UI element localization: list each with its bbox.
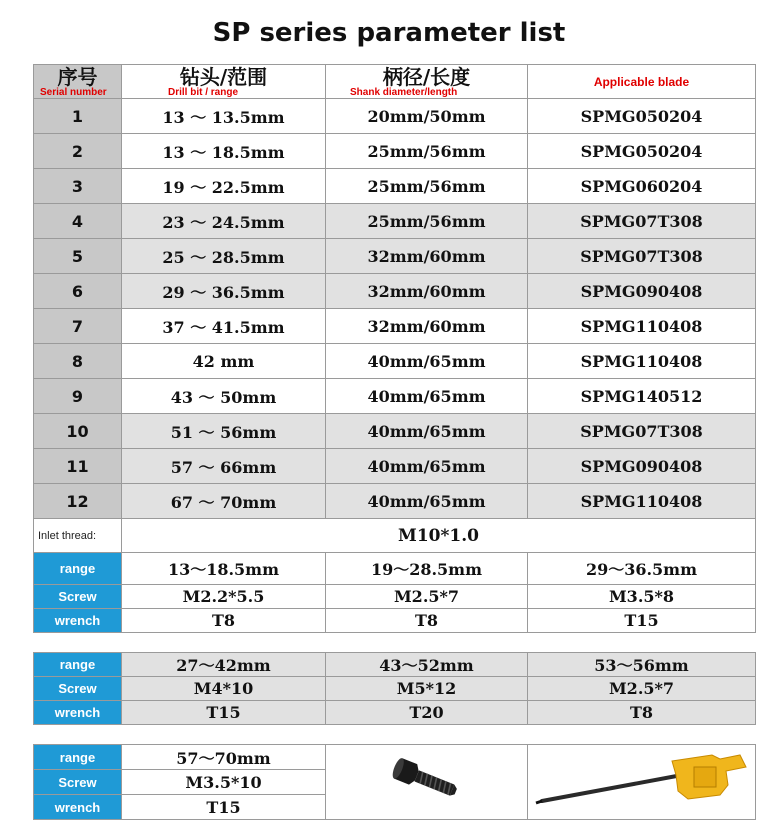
group2-range-3: 53～56mm [528,653,756,677]
serial-number-cell: 1 [34,99,122,134]
shank-cell: 32mm/60mm [326,309,528,344]
tool-group-3 [33,744,756,820]
table-row [34,484,756,519]
serial-number-cell: 8 [34,344,122,379]
tool-group-1 [33,552,756,633]
serial-number-cell: 6 [34,274,122,309]
blade-cell: SPMG140512 [528,379,756,414]
torx-wrench-icon [532,745,752,815]
shank-cell: 40mm/65mm [326,414,528,449]
group2-wrench-row [34,701,756,725]
drill-range-cell: 13 ～ 18.5mm [122,134,326,169]
group2-range-1: 27～42mm [122,653,326,677]
serial-number-cell: 5 [34,239,122,274]
group2-wrench-1: T15 [122,701,326,725]
screw-image-cell [326,745,528,820]
shank-cell: 40mm/65mm [326,344,528,379]
group1-range-row [34,553,756,585]
shank-cell: 40mm/65mm [326,484,528,519]
wrench-label: wrench [34,609,122,633]
group2-wrench-3: T8 [528,701,756,725]
drill-range-cell: 23 ～ 24.5mm [122,204,326,239]
screw-label: Screw [34,770,122,795]
blade-cell: SPMG110408 [528,309,756,344]
shank-cell: 25mm/56mm [326,134,528,169]
group3-range-row [34,745,756,770]
serial-number-cell: 3 [34,169,122,204]
blade-header: Applicable blade [528,65,756,99]
group1-screw-3: M3.5*8 [528,585,756,609]
table-row [34,169,756,204]
group1-screw-row [34,585,756,609]
shank-cell: 25mm/56mm [326,169,528,204]
drill-range-cell: 43 ～ 50mm [122,379,326,414]
shank-cell: 40mm/65mm [326,379,528,414]
drill-range-cell: 19 ～ 22.5mm [122,169,326,204]
serial-header-cn: 序号 [57,64,98,89]
group1-range-3: 29～36.5mm [528,553,756,585]
group2-range-row [34,653,756,677]
table-row [34,379,756,414]
table-row [34,204,756,239]
blade-cell: SPMG090408 [528,274,756,309]
serial-number-cell: 10 [34,414,122,449]
drill-header [122,65,326,99]
wrench-image-cell [528,745,756,820]
serial-number-cell: 12 [34,484,122,519]
table-row [34,99,756,134]
blade-cell: SPMG110408 [528,344,756,379]
shank-header [326,65,528,99]
shank-cell: 40mm/65mm [326,449,528,484]
serial-header-en: Serial number [40,86,107,98]
blade-cell: SPMG060204 [528,169,756,204]
shank-header-cn: 柄径/长度 [382,64,471,89]
drill-range-cell: 57 ～ 66mm [122,449,326,484]
serial-header [34,65,122,99]
inlet-thread-row [34,519,756,553]
serial-number-cell: 4 [34,204,122,239]
group2-range-2: 43～52mm [326,653,528,677]
group1-wrench-3: T15 [528,609,756,633]
range-label: range [34,553,122,585]
serial-number-cell: 11 [34,449,122,484]
page-title: SP series parameter list [212,18,566,48]
blade-cell: SPMG050204 [528,99,756,134]
range-label: range [34,653,122,677]
drill-range-cell: 13 ～ 13.5mm [122,99,326,134]
blade-cell: SPMG090408 [528,449,756,484]
group3-screw: M3.5*10 [122,770,326,795]
table-row [34,274,756,309]
group1-wrench-1: T8 [122,609,326,633]
serial-number-cell: 2 [34,134,122,169]
shank-header-en: Shank diameter/length [350,86,458,98]
drill-range-cell: 42 mm [122,344,326,379]
group1-screw-2: M2.5*7 [326,585,528,609]
table-row [34,344,756,379]
inlet-thread-label: Inlet thread: [34,519,122,553]
tool-group-2 [33,652,756,725]
shank-cell: 25mm/56mm [326,204,528,239]
blade-cell: SPMG07T308 [528,239,756,274]
drill-range-cell: 67 ～ 70mm [122,484,326,519]
table-row [34,449,756,484]
group2-screw-2: M5*12 [326,677,528,701]
wrench-label: wrench [34,795,122,820]
screw-label: Screw [34,585,122,609]
group1-wrench-row [34,609,756,633]
drill-range-cell: 37 ～ 41.5mm [122,309,326,344]
drill-header-cn: 钻头/范围 [179,64,268,89]
group2-screw-1: M4*10 [122,677,326,701]
group1-screw-1: M2.2*5.5 [122,585,326,609]
drill-range-cell: 25 ～ 28.5mm [122,239,326,274]
blade-cell: SPMG110408 [528,484,756,519]
group1-wrench-2: T8 [326,609,528,633]
shank-cell: 32mm/60mm [326,239,528,274]
screw-label: Screw [34,677,122,701]
shank-cell: 32mm/60mm [326,274,528,309]
range-label: range [34,745,122,770]
table-row [34,414,756,449]
blade-cell: SPMG07T308 [528,414,756,449]
drill-range-cell: 29 ～ 36.5mm [122,274,326,309]
blade-cell: SPMG07T308 [528,204,756,239]
serial-number-cell: 9 [34,379,122,414]
table-row [34,309,756,344]
blade-cell: SPMG050204 [528,134,756,169]
group1-range-1: 13～18.5mm [122,553,326,585]
drill-header-en: Drill bit / range [168,86,239,98]
inlet-thread-value: M10*1.0 [122,519,756,553]
group3-range: 57～70mm [122,745,326,770]
drill-range-cell: 51 ～ 56mm [122,414,326,449]
group2-screw-row [34,677,756,701]
torx-screw-icon [382,755,472,805]
table-row [34,134,756,169]
group2-screw-3: M2.5*7 [528,677,756,701]
group2-wrench-2: T20 [326,701,528,725]
table-header-row [34,65,756,99]
group3-wrench: T15 [122,795,326,820]
group1-range-2: 19～28.5mm [326,553,528,585]
wrench-label: wrench [34,701,122,725]
serial-number-cell: 7 [34,309,122,344]
parameter-table [33,64,756,553]
table-row [34,239,756,274]
shank-cell: 20mm/50mm [326,99,528,134]
